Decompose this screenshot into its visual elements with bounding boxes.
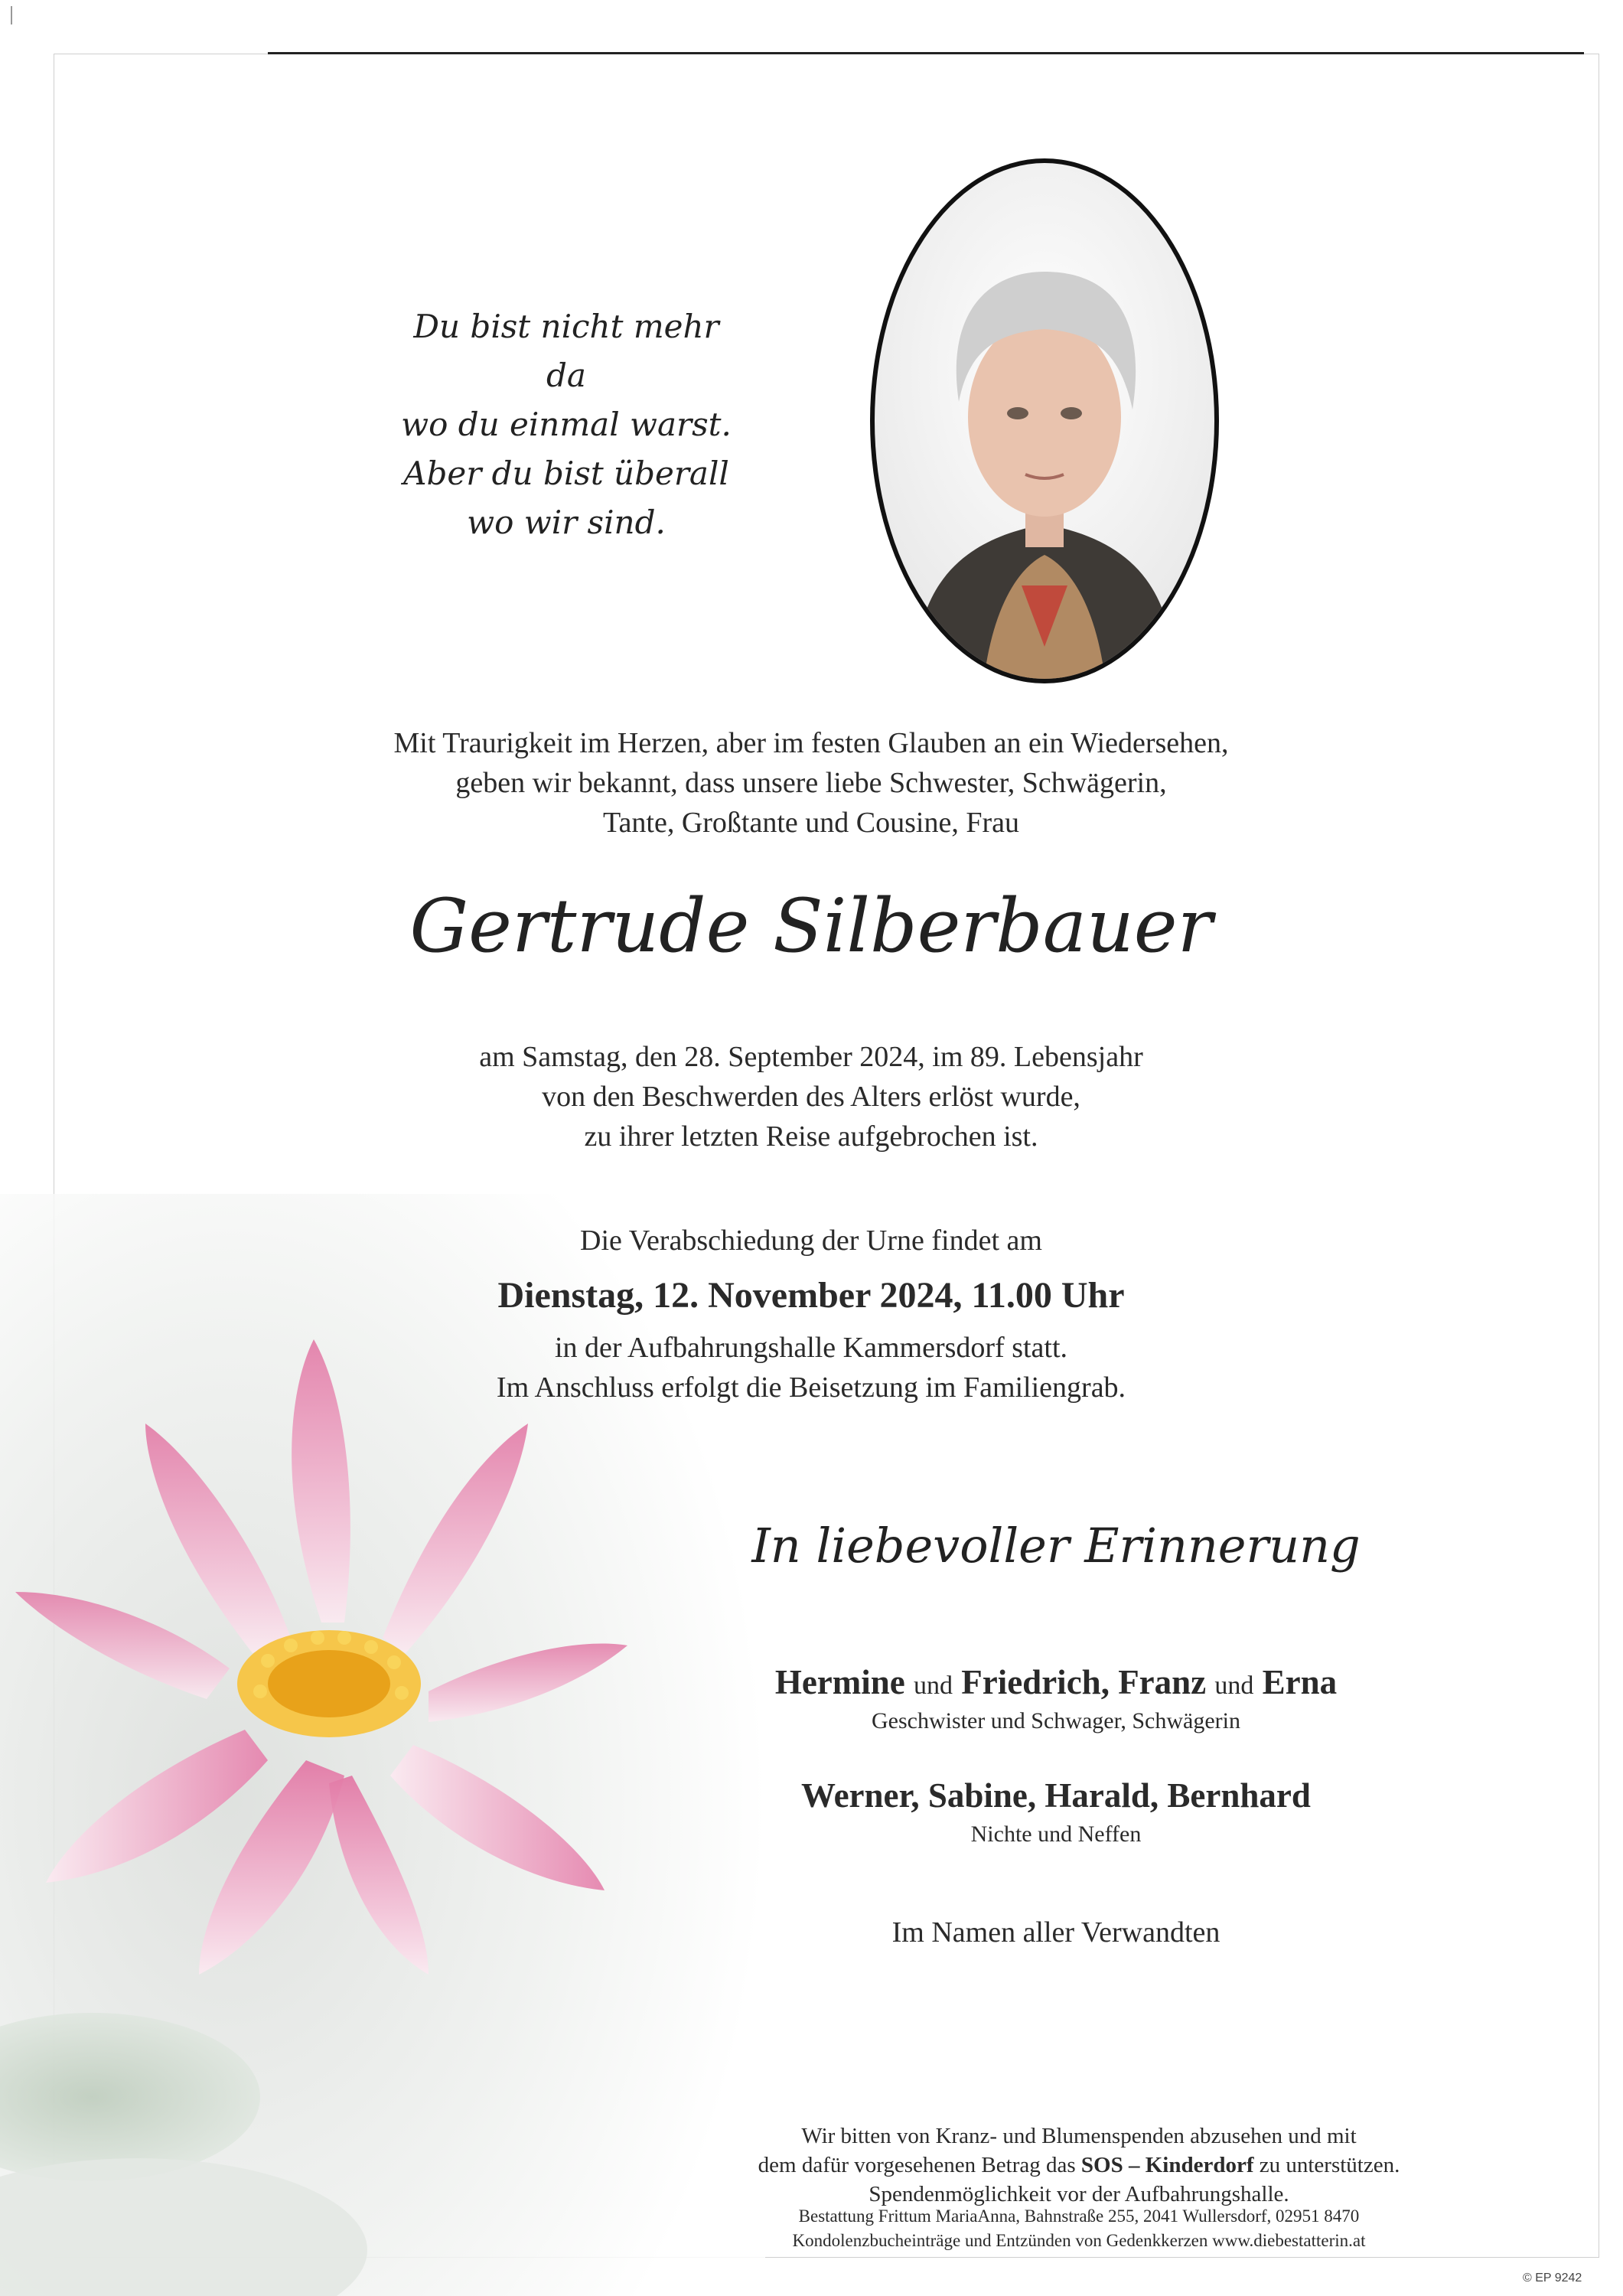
template-code: © EP 9242 xyxy=(1523,2272,1582,2285)
mourners-nieces-nephews: Werner, Sabine, Harald, Bernhard xyxy=(801,1776,1311,1815)
donation-text: dem dafür vorgesehenen Betrag das xyxy=(758,2153,1076,2177)
footer-line: Bestattung Frittum MariaAnna, Bahnstraße 255, 2041 Wullersdorf, 02951 8470 xyxy=(798,2206,1360,2226)
death-line: zu ihrer letzten Reise aufgebrochen ist. xyxy=(584,1120,1038,1153)
death-line: von den Beschwerden des Alters erlöst wurde, xyxy=(542,1081,1080,1113)
mourners-nieces-nephews-relation: Nichte und Neffen xyxy=(970,1821,1142,1847)
farewell-lead: Die Verabschiedung der Urne findet am xyxy=(580,1225,1042,1257)
intro-line: geben wir bekannt, dass unsere liebe Schwester, Schwägerin, xyxy=(455,767,1167,799)
mourners-siblings-relation: Geschwister und Schwager, Schwägerin xyxy=(872,1708,1240,1733)
intro-line: Mit Traurigkeit im Herzen, aber im festen Glauben an ein Wiedersehen, xyxy=(393,727,1229,759)
mourner-name: Friedrich, Franz xyxy=(961,1663,1207,1701)
announcement-intro xyxy=(306,723,1316,843)
conjunction: und xyxy=(1214,1671,1254,1700)
farewell-line: Im Anschluss erfolgt die Beisetzung im Familiengrab. xyxy=(496,1371,1126,1404)
donation-request xyxy=(658,2122,1500,2209)
death-line: am Samstag, den 28. September 2024, im 89. Lebensjahr xyxy=(479,1041,1143,1073)
memory-heading: In liebevoller Erinnerung xyxy=(751,1518,1361,1574)
stamen-cluster xyxy=(237,1630,421,1737)
all-relatives-line: Im Namen aller Verwandten xyxy=(891,1916,1221,1949)
farewell-line: in der Aufbahrungshalle Kammersdorf statt. xyxy=(554,1332,1068,1364)
death-notice xyxy=(306,1037,1316,1156)
mourner-name: Erna xyxy=(1262,1663,1338,1701)
quote-line: Du bist nicht mehr da xyxy=(413,308,719,394)
memorial-quote xyxy=(398,302,735,547)
mourner-name: Hermine xyxy=(774,1663,905,1701)
conjunction: und xyxy=(914,1671,953,1700)
quote-line: wo wir sind. xyxy=(467,504,666,541)
mourners-siblings xyxy=(612,1661,1500,1707)
scan-mark xyxy=(11,6,12,24)
deceased-name: Gertrude Silberbauer xyxy=(409,883,1213,969)
donation-text: zu unterstützen. xyxy=(1259,2153,1400,2177)
quote-line: wo du einmal warst. xyxy=(401,406,732,443)
donation-line xyxy=(658,2151,1500,2180)
quote-line: Aber du bist überall xyxy=(403,455,729,492)
undertaker-footer xyxy=(658,2204,1500,2253)
footer-line: Kondolenzbucheinträge und Entzünden von Gedenkkerzen www.diebestatterin.at xyxy=(792,2231,1366,2250)
top-rule xyxy=(268,52,1584,54)
donation-line: Wir bitten von Kranz- und Blumenspenden abzusehen und mit xyxy=(801,2124,1357,2148)
farewell-date: Dienstag, 12. November 2024, 11.00 Uhr xyxy=(497,1275,1125,1316)
portrait-photo xyxy=(869,157,1221,685)
intro-line: Tante, Großtante und Cousine, Frau xyxy=(602,807,1019,839)
farewell-details xyxy=(306,1328,1316,1407)
charity-name: SOS – Kinderdorf xyxy=(1080,2153,1254,2177)
donation-line: Spendenmöglichkeit vor der Aufbahrungshalle. xyxy=(869,2182,1289,2206)
